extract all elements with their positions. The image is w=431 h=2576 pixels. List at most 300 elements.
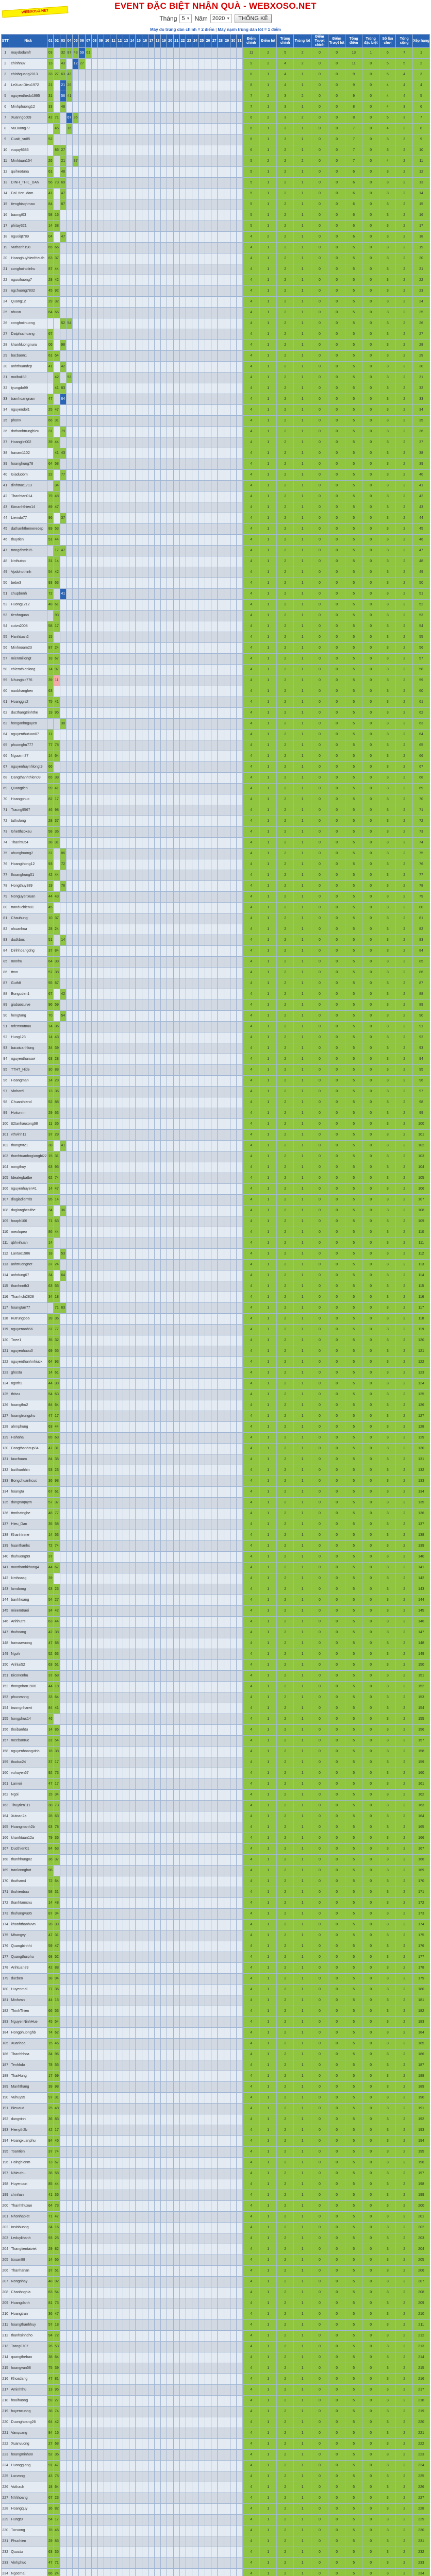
day-pick-cell: 14	[47, 751, 54, 762]
row-number: 57	[2, 654, 9, 665]
day-empty-cell	[104, 167, 110, 178]
player-nick[interactable]: Thanhtan014	[9, 492, 47, 502]
score-cell: 0	[362, 556, 379, 567]
day-empty-cell	[66, 556, 72, 567]
player-nick[interactable]: Minhtuan154	[9, 156, 47, 167]
day-empty-cell	[205, 1162, 211, 1173]
day-empty-cell	[237, 1141, 243, 1151]
player-nick[interactable]: Minhnoam23	[9, 643, 47, 654]
player-nick[interactable]: chupbenh	[9, 589, 47, 600]
day-pick-cell: 13	[47, 1087, 54, 1097]
player-nick[interactable]: Datphuchoang	[9, 329, 47, 340]
day-empty-cell	[98, 91, 104, 102]
score-cell: 0	[311, 427, 328, 437]
day-empty-cell	[104, 621, 110, 632]
day-empty-cell	[91, 502, 97, 513]
day-empty-cell	[192, 773, 198, 784]
row-number: 71	[2, 805, 9, 816]
day-empty-cell	[142, 773, 148, 784]
day-empty-cell	[117, 1227, 123, 1238]
day-empty-cell	[129, 1227, 136, 1238]
day-pick-cell: 39	[54, 1043, 60, 1054]
day-empty-cell	[167, 870, 173, 881]
day-empty-cell	[85, 113, 91, 124]
day-empty-cell	[218, 492, 224, 502]
day-empty-cell	[218, 805, 224, 816]
day-empty-cell	[91, 968, 97, 978]
player-nick[interactable]: Cuaiti_vn85	[9, 134, 47, 145]
day-empty-cell	[98, 913, 104, 924]
day-empty-cell	[142, 178, 148, 189]
day-empty-cell	[167, 124, 173, 134]
day-empty-cell	[230, 697, 236, 708]
day-empty-cell	[148, 102, 154, 113]
player-nick[interactable]: tuthulong	[9, 816, 47, 827]
score-cell: 0	[311, 178, 328, 189]
player-nick[interactable]: mienmillongt	[9, 654, 47, 665]
player-nick[interactable]: Bunguden1	[9, 989, 47, 1000]
day-empty-cell	[73, 643, 79, 654]
day-empty-cell	[161, 459, 167, 470]
player-nick[interactable]: nguyenhuynhlongt9	[9, 762, 47, 773]
column-header: 14	[129, 35, 136, 48]
player-nick[interactable]: dathanhthemeredep	[9, 524, 47, 535]
day-empty-cell	[142, 362, 148, 372]
day-empty-cell	[218, 686, 224, 697]
player-nick[interactable]: DINH_THIL_DAN	[9, 178, 47, 189]
player-nick[interactable]: LeXuanDieu1972	[9, 80, 47, 91]
score-cell: 0	[362, 989, 379, 1000]
day-empty-cell	[136, 1097, 142, 1108]
day-empty-cell	[192, 308, 198, 318]
day-empty-cell	[148, 903, 154, 913]
day-empty-cell	[110, 686, 117, 697]
day-empty-cell	[148, 318, 154, 329]
day-empty-cell	[230, 264, 236, 275]
player-nick[interactable]: baongt03	[9, 210, 47, 221]
day-empty-cell	[211, 1076, 218, 1087]
score-cell: 4	[243, 881, 260, 892]
day-empty-cell	[167, 611, 173, 621]
day-empty-cell	[123, 1195, 129, 1206]
day-empty-cell	[205, 1065, 211, 1076]
player-nick[interactable]: dudkbns	[9, 935, 47, 946]
day-empty-cell	[237, 308, 243, 318]
day-empty-cell	[211, 632, 218, 643]
player-nick[interactable]: nguyenthanuwr	[9, 1054, 47, 1065]
player-nick[interactable]: nhuvn	[9, 308, 47, 318]
day-empty-cell	[205, 784, 211, 794]
day-empty-cell	[79, 145, 85, 156]
player-nick[interactable]: thuytien	[9, 535, 47, 546]
score-cell: 0	[311, 383, 328, 394]
player-nick[interactable]: Ghetthcoxau	[9, 827, 47, 838]
score-cell: 0	[328, 849, 345, 859]
score-cell: 2	[277, 372, 294, 383]
score-cell: 79	[412, 892, 429, 903]
day-empty-cell	[205, 427, 211, 437]
player-nick[interactable]: Vinhan9	[9, 1087, 47, 1097]
day-pick-cell: 34	[54, 481, 60, 492]
day-empty-cell	[142, 751, 148, 762]
player-nick[interactable]: thangtvt21	[9, 1141, 47, 1151]
score-cell: 1	[260, 1162, 277, 1173]
player-nick[interactable]: phuonghu777	[9, 740, 47, 751]
score-cell: 2	[277, 329, 294, 340]
player-nick[interactable]: Nhungbic776	[9, 675, 47, 686]
score-cell: 0	[328, 156, 345, 167]
row-number: 18	[2, 232, 9, 243]
player-nick[interactable]: Ideategbatbe	[9, 1173, 47, 1184]
day-empty-cell	[205, 740, 211, 751]
day-pick-cell: 38	[47, 838, 54, 849]
score-cell: 9	[345, 80, 362, 91]
day-empty-cell	[91, 913, 97, 924]
day-pick-cell: 17	[54, 621, 60, 632]
player-nick[interactable]: giabaocuive	[9, 1000, 47, 1011]
player-nick[interactable]: Quang12	[9, 297, 47, 308]
score-cell: 0	[311, 1195, 328, 1206]
day-empty-cell	[73, 1076, 79, 1087]
player-nick[interactable]: bacbaon1	[9, 351, 47, 362]
player-nick[interactable]: quiheotuna	[9, 167, 47, 178]
day-empty-cell	[142, 654, 148, 665]
player-nick[interactable]: hanam1102	[9, 448, 47, 459]
score-cell: 0	[328, 221, 345, 232]
score-cell: 4	[379, 124, 396, 134]
day-empty-cell	[237, 859, 243, 870]
player-nick[interactable]: nguyendol1	[9, 405, 47, 416]
player-nick[interactable]: Dinhhoangdng	[9, 946, 47, 957]
day-pick-cell: 21	[60, 80, 66, 91]
table-row	[2, 719, 430, 730]
score-cell: 1	[260, 546, 277, 556]
day-empty-cell	[66, 859, 72, 870]
score-cell: 0	[311, 546, 328, 556]
player-nick[interactable]: diagiadiemtls	[9, 1195, 47, 1206]
player-nick[interactable]: conghoithuong	[9, 318, 47, 329]
player-nick[interactable]: dinhtrac1713	[9, 481, 47, 492]
player-nick[interactable]: dagionghcaithe	[9, 1206, 47, 1216]
row-number: 37	[2, 437, 9, 448]
score-cell: 0	[328, 719, 345, 730]
day-empty-cell	[161, 470, 167, 481]
player-nick[interactable]: conghoiholinhu	[9, 264, 47, 275]
day-empty-cell	[123, 946, 129, 957]
day-empty-cell	[167, 1054, 173, 1065]
row-number: 50	[2, 578, 9, 589]
player-nick[interactable]: tt2tanhaucong98	[9, 1119, 47, 1130]
player-nick[interactable]: tyungdo99	[9, 383, 47, 394]
player-nick[interactable]: honganhnguyen	[9, 719, 47, 730]
day-empty-cell	[230, 1065, 236, 1076]
site-logo[interactable]: WEBXOSO.NET	[2, 6, 69, 18]
player-nick[interactable]: phonv	[9, 416, 47, 427]
day-empty-cell	[211, 784, 218, 794]
score-cell: 0	[362, 1151, 379, 1162]
player-nick[interactable]: Hanhtuan2	[9, 632, 47, 643]
day-empty-cell	[179, 643, 186, 654]
player-nick[interactable]: ducthangtrinhthe	[9, 708, 47, 719]
row-number: 55	[2, 632, 9, 643]
day-empty-cell	[110, 481, 117, 492]
player-nick[interactable]: Vpdohothinh	[9, 567, 47, 578]
player-nick[interactable]: Hoanglin002	[9, 437, 47, 448]
player-nick[interactable]: Giaduobm	[9, 470, 47, 481]
day-empty-cell	[186, 751, 192, 762]
score-cell: 0	[328, 740, 345, 751]
day-pick-cell: 38	[54, 773, 60, 784]
column-header: 06	[79, 35, 85, 48]
player-nick[interactable]: nguoihuong7	[9, 275, 47, 286]
player-nick[interactable]: nuobhanghen	[9, 686, 47, 697]
day-empty-cell	[161, 1184, 167, 1195]
player-nick[interactable]: hoaph106	[9, 1216, 47, 1227]
player-nick[interactable]: Chauhung	[9, 913, 47, 924]
player-nick[interactable]: Nguoimt77	[9, 751, 47, 762]
day-empty-cell	[66, 632, 72, 643]
day-pick-cell: 18	[47, 654, 54, 665]
year-select[interactable]	[210, 14, 232, 23]
day-empty-cell	[123, 275, 129, 286]
player-nick[interactable]: Dangthanhthien09	[9, 773, 47, 784]
day-empty-cell	[161, 773, 167, 784]
day-empty-cell	[142, 600, 148, 611]
score-cell: 5	[345, 567, 362, 578]
player-nick[interactable]: Vuthanh198	[9, 243, 47, 253]
day-empty-cell	[186, 589, 192, 600]
score-cell: 3	[379, 1087, 396, 1097]
day-empty-cell	[148, 838, 154, 849]
player-nick[interactable]: VuDuong77	[9, 124, 47, 134]
player-nick[interactable]: ndemnutnuu	[9, 1022, 47, 1032]
day-empty-cell	[66, 145, 72, 156]
day-empty-cell	[224, 124, 230, 134]
day-empty-cell	[218, 946, 224, 957]
player-nick[interactable]: ttrvn	[9, 968, 47, 978]
day-empty-cell	[205, 567, 211, 578]
score-cell: 5	[243, 210, 260, 221]
player-nick[interactable]: nguyenthutuan07	[9, 730, 47, 740]
player-nick[interactable]: nguyenthedo1995	[9, 91, 47, 102]
day-empty-cell	[73, 1151, 79, 1162]
day-empty-cell	[66, 730, 72, 740]
player-nick[interactable]: Kimanhthien14	[9, 502, 47, 513]
player-nick[interactable]: Xuanngoc09	[9, 113, 47, 124]
player-nick[interactable]: bacoicanhlong	[9, 1043, 47, 1054]
day-empty-cell	[123, 286, 129, 297]
day-empty-cell	[167, 805, 173, 816]
day-empty-cell	[66, 1206, 72, 1216]
score-cell: 5	[345, 816, 362, 827]
score-cell: 2	[277, 340, 294, 351]
day-empty-cell	[60, 351, 66, 362]
day-empty-cell	[142, 264, 148, 275]
player-nick[interactable]: tienhnguan	[9, 611, 47, 621]
day-empty-cell	[161, 1206, 167, 1216]
player-nick[interactable]: khanhluongnuru	[9, 340, 47, 351]
player-nick[interactable]: Thanhtu54	[9, 838, 47, 849]
day-empty-cell	[136, 773, 142, 784]
player-nick[interactable]: anhthuandep	[9, 362, 47, 372]
day-empty-cell	[79, 1227, 85, 1238]
score-cell: 0	[328, 470, 345, 481]
score-cell: 0	[362, 719, 379, 730]
day-empty-cell	[155, 957, 161, 968]
day-empty-cell	[129, 1195, 136, 1206]
player-nick[interactable]: Quangtien	[9, 784, 47, 794]
player-nick[interactable]: dothanhtrunghieu	[9, 427, 47, 437]
day-empty-cell	[123, 253, 129, 264]
day-pick-cell: 38	[54, 221, 60, 232]
day-empty-cell	[161, 221, 167, 232]
player-nick[interactable]: maydodamfr	[9, 48, 47, 59]
player-nick[interactable]: meolopeo	[9, 1227, 47, 1238]
statistics-button[interactable]: THỐNG KÊ	[235, 14, 271, 23]
player-nick[interactable]: ahunghuong2	[9, 849, 47, 859]
score-cell: 1	[294, 167, 311, 178]
day-empty-cell	[110, 697, 117, 708]
player-nick[interactable]: Chuanthiend	[9, 1097, 47, 1108]
player-nick[interactable]: Hung123	[9, 1032, 47, 1043]
day-empty-cell	[123, 578, 129, 589]
day-empty-cell	[136, 113, 142, 124]
day-empty-cell	[198, 1000, 205, 1011]
player-nick[interactable]: phitay321	[9, 221, 47, 232]
player-nick[interactable]: hengtang	[9, 1011, 47, 1022]
player-nick[interactable]: Liemdo77	[9, 513, 47, 524]
day-empty-cell	[136, 968, 142, 978]
player-nick[interactable]: Hoangman	[9, 1076, 47, 1087]
player-nick[interactable]: vuquy8686	[9, 145, 47, 156]
player-nick[interactable]: maibuii88	[9, 372, 47, 383]
player-nick[interactable]: Huong1212	[9, 600, 47, 611]
score-cell: 3	[379, 1130, 396, 1141]
player-nick[interactable]: tranduchien81	[9, 903, 47, 913]
day-empty-cell	[186, 1216, 192, 1227]
day-empty-cell	[98, 708, 104, 719]
player-nick[interactable]: nguyenhuyen41	[9, 1184, 47, 1195]
day-empty-cell	[148, 297, 154, 308]
player-nick[interactable]: tramhoangnam	[9, 394, 47, 405]
day-empty-cell	[192, 751, 198, 762]
score-cell: 0	[362, 221, 379, 232]
day-empty-cell	[104, 1206, 110, 1216]
day-empty-cell	[79, 221, 85, 232]
player-nick[interactable]: trongdhmb15	[9, 546, 47, 556]
player-nick[interactable]: chinhn87	[9, 59, 47, 70]
day-empty-cell	[192, 1097, 198, 1108]
day-empty-cell	[98, 1087, 104, 1097]
day-empty-cell	[230, 751, 236, 762]
day-pick-cell: 14	[47, 1076, 54, 1087]
day-empty-cell	[230, 502, 236, 513]
day-pick-cell: 52	[47, 1097, 54, 1108]
day-empty-cell	[98, 470, 104, 481]
player-nick[interactable]: chinhquang2013	[9, 70, 47, 80]
day-empty-cell	[98, 697, 104, 708]
day-pick-cell: 42	[47, 870, 54, 881]
player-nick[interactable]: chiemthienlong	[9, 665, 47, 675]
score-cell: 17	[412, 221, 429, 232]
player-nick[interactable]: thanhtuanhogiangbi22	[9, 1151, 47, 1162]
player-nick[interactable]: Hoanggis2	[9, 697, 47, 708]
day-empty-cell	[167, 546, 173, 556]
player-nick[interactable]: mnnhu	[9, 957, 47, 968]
player-nick[interactable]: nhuanhoa	[9, 924, 47, 935]
table-row	[2, 1087, 430, 1097]
score-cell: 0	[328, 1162, 345, 1173]
day-empty-cell	[205, 611, 211, 621]
player-nick[interactable]: TTHT_Hide	[9, 1065, 47, 1076]
player-nick[interactable]: Tracng9567	[9, 805, 47, 816]
score-cell: 3	[379, 221, 396, 232]
day-empty-cell	[98, 1043, 104, 1054]
day-pick-cell: 44	[54, 264, 60, 275]
player-nick[interactable]: Hoitonnn	[9, 1108, 47, 1119]
day-empty-cell	[186, 221, 192, 232]
player-nick[interactable]: nguoiqt789	[9, 232, 47, 243]
score-cell: 2	[277, 578, 294, 589]
day-empty-cell	[91, 859, 97, 870]
day-empty-cell	[218, 1195, 224, 1206]
score-cell: 0	[311, 362, 328, 372]
player-nick[interactable]: Hoangthong12	[9, 859, 47, 870]
day-empty-cell	[179, 372, 186, 383]
score-cell: 3	[379, 178, 396, 189]
month-select[interactable]	[179, 14, 192, 23]
day-empty-cell	[205, 816, 211, 827]
day-empty-cell	[198, 1076, 205, 1087]
score-cell: 109	[412, 1216, 429, 1227]
player-nick[interactable]: Hoanghuyhienfrieuth	[9, 253, 47, 264]
day-empty-cell	[73, 556, 79, 567]
day-empty-cell	[211, 578, 218, 589]
player-nick[interactable]: Guth8	[9, 978, 47, 989]
day-pick-cell: 54	[47, 567, 54, 578]
day-empty-cell	[186, 48, 192, 59]
day-empty-cell	[179, 784, 186, 794]
player-nick[interactable]: kinthutop	[9, 556, 47, 567]
player-nick[interactable]: Hoangphuc	[9, 794, 47, 805]
player-nick[interactable]: nongthuy	[9, 1162, 47, 1173]
player-nick[interactable]: cutvn2008	[9, 621, 47, 632]
row-number: 84	[2, 946, 9, 957]
day-empty-cell	[186, 210, 192, 221]
player-nick[interactable]: Nonguyenxuan	[9, 892, 47, 903]
day-empty-cell	[60, 481, 66, 492]
day-empty-cell	[192, 978, 198, 989]
score-cell: 2	[277, 784, 294, 794]
player-nick[interactable]: ngchuong7832	[9, 286, 47, 297]
day-empty-cell	[79, 697, 85, 708]
day-empty-cell	[186, 1206, 192, 1216]
player-nick[interactable]: bebe3	[9, 578, 47, 589]
day-empty-cell	[198, 1162, 205, 1173]
day-empty-cell	[129, 924, 136, 935]
player-nick[interactable]: tienghiaqhmao	[9, 199, 47, 210]
player-nick[interactable]: Dai_tien_dam	[9, 189, 47, 199]
day-pick-cell: 83	[60, 383, 66, 394]
player-nick[interactable]: Ihoanghung01	[9, 870, 47, 881]
day-empty-cell	[155, 794, 161, 805]
player-nick[interactable]: vthvinh11	[9, 1130, 47, 1141]
day-empty-cell	[104, 59, 110, 70]
day-empty-cell	[104, 838, 110, 849]
player-nick[interactable]: hoanghung78	[9, 459, 47, 470]
player-nick[interactable]: Hongthuy389	[9, 881, 47, 892]
player-nick[interactable]: Minhphuong12	[9, 102, 47, 113]
